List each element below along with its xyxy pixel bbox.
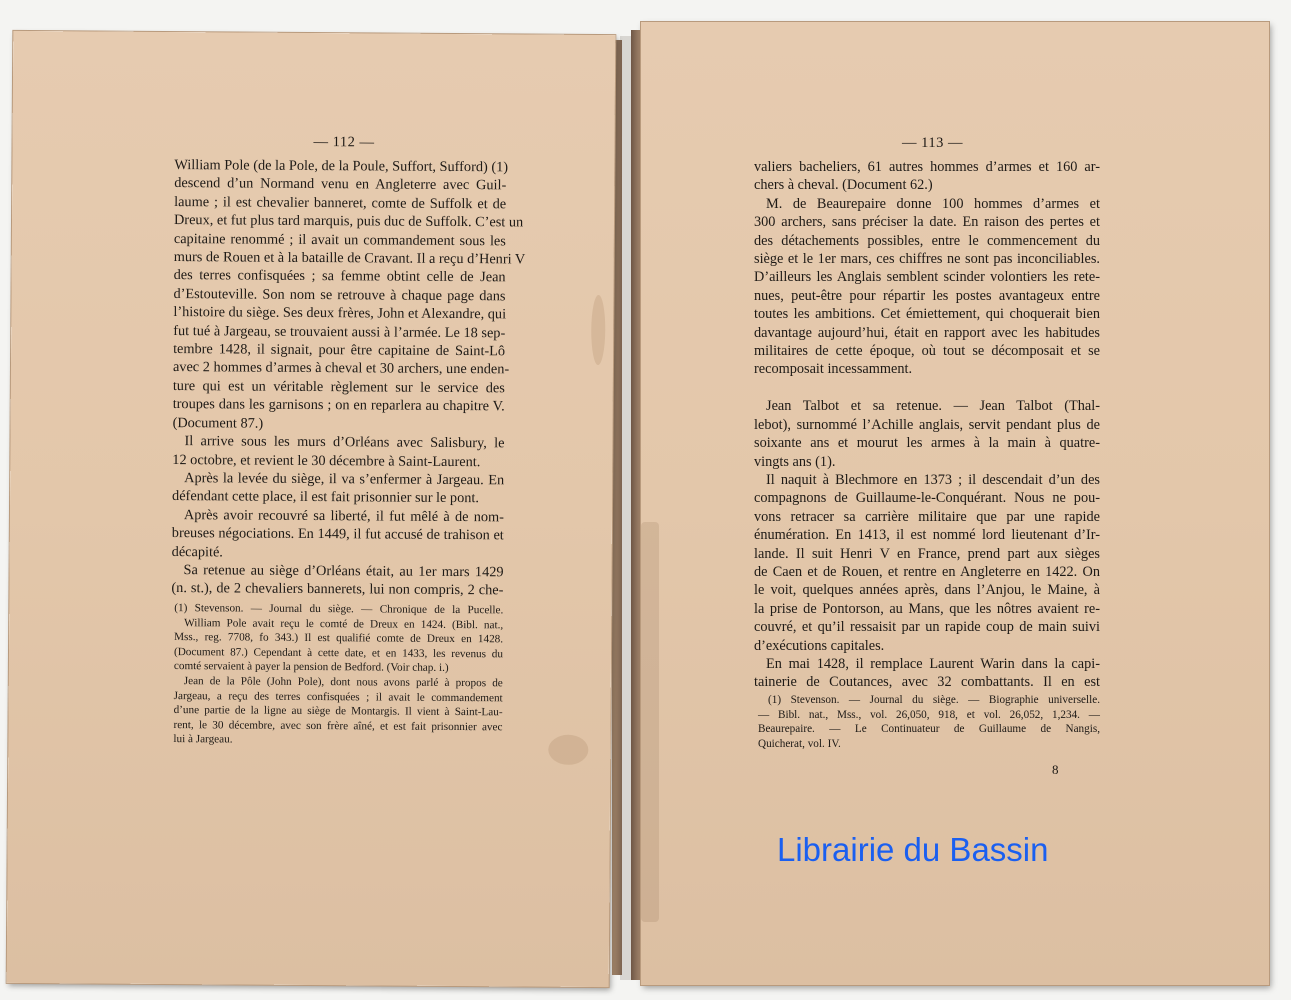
text-line: d’exécutions capitales.: [754, 637, 885, 654]
text-line: Jean Talbot et sa retenue. — Jean Talbot (Thal-: [766, 398, 1100, 415]
text-line: Après avoir recouvré sa liberté, il fut mêlé à de nom-: [183, 506, 505, 526]
page-number: — 112 —: [313, 134, 375, 151]
text-line: Beaurepaire. — Le Continuateur de Guillaume de Nangis,: [758, 723, 1100, 736]
text-line: fut tué à Jargeau, se trouvaient aussi à l’armée. Le 18 sep-: [173, 322, 506, 342]
text-line: Jargeau, a reçu des terres confisquées ; il avait le commandement: [173, 689, 503, 704]
watermark-text: Librairie du Bassin: [777, 831, 1049, 868]
footnotes: [758, 693, 1100, 751]
signature-mark: 8: [1052, 762, 1059, 777]
text-line: le voit, quelques années après, dans l’Anjou, le Maine, à: [754, 582, 1100, 599]
text-line: 12 octobre, et revient le 30 décembre à Saint-Laurent.: [172, 451, 481, 470]
text-line: couvré, et qu’il ressaisit par un rapide coup de main suivi: [754, 619, 1100, 636]
text-line: ture qui est un véritable règlement sur le service des: [172, 377, 505, 397]
text-line: vingts ans (1).: [754, 453, 836, 470]
text-line: compagnons de Guillaume-le-Conquérant. Nous ne pou-: [754, 490, 1100, 507]
text-line: Après la levée du siège, il va s’enfermer à Jargeau. En: [184, 470, 505, 489]
text-line: William Pole (de la Pole, de la Poule, Suffort, Sufford) (1): [174, 157, 509, 176]
footnotes: [173, 601, 503, 749]
text-line: laume ; il est chevalier banneret, comte de Suffolk et de: [174, 193, 507, 213]
text-line: d’Estouteville. Son nom se retrouve à chaque page dans: [173, 285, 506, 305]
spine-wear: [641, 522, 659, 922]
text-line: valiers bacheliers, 61 autres hommes d’armes et 160 ar-: [754, 159, 1100, 175]
text-line: Mss., reg. 7708, fo 343.) Il est qualifié comte de Dreux en 1428.: [174, 631, 504, 646]
text-line: troupes dans les garnisons ; on en reparlera au chapitre V.: [172, 396, 505, 415]
text-line: chers à cheval. (Document 62.): [754, 177, 933, 194]
text-line: militaires de cette époque, où tout se décomposait et se: [754, 343, 1100, 360]
text-line: breuses négociations. En 1449, il fut accusé de trahison et: [171, 525, 504, 544]
text-line: avec 2 hommes d’armes à cheval et 30 archers, une enden-: [172, 359, 510, 378]
text-line: comté servaient à payer la pension de Bedford. (Voir chap. i.): [173, 660, 449, 675]
text-line: nues, peut-être pour répartir les postes avantageux entre: [754, 287, 1100, 304]
text-line: rent, le 30 décembre, avec son frère aîné, et est fait prisonnier avec: [173, 718, 503, 734]
foxing-stain: [548, 735, 588, 765]
page-number: — 113 —: [902, 135, 963, 151]
text-line: l’histoire du siège. Ses deux frères, John et Alexandre, qui: [173, 304, 507, 323]
text-line: — Bibl. nat., Mss., vol. 26,050, 918, et vol. 26,052, 1,234. —: [758, 708, 1100, 721]
text-line: lebot), surnommé l’Achille anglais, servit pendant plus de: [754, 416, 1100, 433]
foxing-stain: [591, 295, 605, 365]
text-line: la prise de Pontorson, au Mans, que les nôtres avaient re-: [754, 600, 1100, 617]
text-line: vons retracer sa carrière militaire que par une rapide: [754, 508, 1100, 525]
text-line: Dreux, et fut plus tard marquis, puis duc de Suffolk. C’est un: [173, 212, 524, 231]
body-text: [171, 156, 526, 600]
text-line: Jean de la Pôle (John Pole), dont nous avons parlé à propos de: [183, 675, 503, 690]
text-line: Quicherat, vol. IV.: [758, 737, 841, 750]
text-line: siège et le 1er mars, ces chiffres ne sont pas inconciliables.: [754, 251, 1100, 268]
text-line: de Caen et de Rouen, et rentre en Angleterre en 1422. On: [754, 563, 1100, 580]
text-line: soixante ans et mourut les armes à la main à quatre-: [754, 435, 1100, 452]
text-line: Sa retenue au siège d’Orléans était, au 1er mars 1429: [183, 562, 504, 581]
text-line: D’ailleurs les Anglais semblent scinder volontiers les rete-: [754, 269, 1100, 286]
text-line: davantage aujourd’hui, était en rapport avec les habitudes: [754, 324, 1100, 341]
text-line: (1) Stevenson. — Journal du siège. — Biographie universelle.: [768, 694, 1100, 706]
text-line: des détachements possibles, entre le commencement du: [754, 232, 1100, 249]
text-line: Il arrive sous les murs d’Orléans avec Salisbury, le: [184, 433, 505, 452]
text-line: des terres confisquées ; sa femme obtint celle de Jean: [173, 267, 506, 286]
text-line: descend d’un Normand venu en Angleterre avec Guil-: [174, 175, 507, 194]
text-line: tembre 1428, il signait, pour être capitaine de Saint-Lô: [173, 341, 506, 360]
text-line: énumération. En 1413, il est nommé lord lieutenant d’Ir-: [754, 527, 1100, 544]
text-line: M. de Beaurepaire donne 100 hommes d’armes et: [766, 195, 1100, 212]
text-line: [754, 379, 1100, 397]
text-line: décapité.: [171, 543, 223, 560]
text-line: d’une partie de la ligne au siège de Montargis. Il vient à Saint-Lau-: [173, 704, 503, 719]
text-line: Il naquit à Blechmore en 1373 ; il descendait d’un des: [766, 471, 1100, 488]
text-line: lui à Jargeau.: [173, 733, 233, 746]
text-line: tainerie de Coutances, avec 32 combattants. Il en est: [754, 674, 1100, 691]
text-line: murs de Rouen et à la bataille de Cravant. Il a reçu d’Henri V: [173, 249, 526, 268]
text-line: (1) Stevenson. — Journal du siège. — Chronique de la Pucelle.: [174, 602, 504, 617]
text-line: En mai 1428, il remplace Laurent Warin dans la capi-: [766, 655, 1100, 672]
text-line: défendant cette place, il est fait prisonnier sur le pont.: [172, 488, 480, 507]
text-line: (Document 87.): [172, 414, 264, 432]
body-text: [754, 158, 1100, 692]
text-line: 300 archers, sans préciser la date. En raison des pertes et: [754, 214, 1100, 231]
text-line: recomposait incessamment.: [754, 361, 913, 378]
text-line: lande. Il suit Henri V en France, prend part aux sièges: [754, 545, 1100, 562]
text-line: (n. st.), de 2 chevaliers bannerets, lui non compris, 2 che-: [171, 580, 504, 599]
text-line: William Pole avait reçu le comté de Dreux en 1424. (Bibl. nat.,: [184, 616, 504, 631]
text-line: (Document 87.) Cependant à cette date, et en 1433, les revenus du: [173, 645, 504, 661]
text-line: toutes les ambitions. Cet émiettement, qui choquerait bien: [754, 306, 1100, 323]
left-page: [7, 31, 616, 987]
text-line: capitaine renommé ; il avait un commandement sous les: [173, 230, 506, 249]
